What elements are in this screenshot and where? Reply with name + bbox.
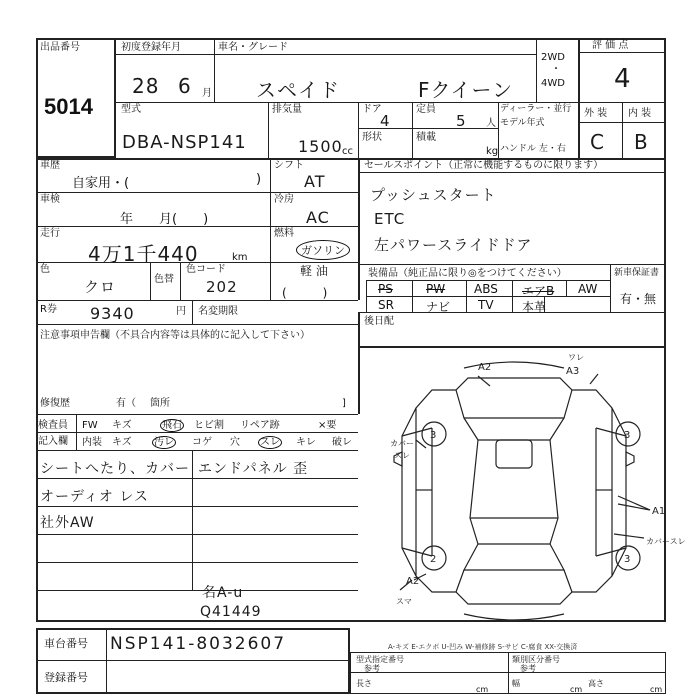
int-dirt: 汚レ <box>154 437 174 448</box>
model-label: 型式 <box>121 104 141 115</box>
shift-value: AT <box>304 172 326 191</box>
load-label: 積載 <box>416 132 436 143</box>
length-unit: cm <box>476 685 489 694</box>
history-close: ) <box>256 172 262 187</box>
mark-scratch: キズ <box>112 420 132 431</box>
car-name-label: 車名・グレード <box>218 42 288 53</box>
width-label: 幅 <box>512 679 520 688</box>
mark-a2-rear: A2 <box>406 576 420 587</box>
eval-score: 4 <box>614 64 632 94</box>
displacement-value: 1500 <box>298 137 343 156</box>
model-spec-sub: 参考 <box>364 664 380 673</box>
notes-label: 注意事項申告欄（不具合内容等は具体的に記入して下さい） <box>40 330 310 341</box>
height-unit: cm <box>650 685 663 694</box>
sales-point-1: プッシュスタート <box>370 186 497 204</box>
first-reg-year: 28 <box>132 74 160 98</box>
mark-a3-front: A3 <box>566 366 580 377</box>
height-label: 高さ <box>588 679 604 688</box>
inspector-label: 検査員 <box>38 420 68 431</box>
model-code: DBA-NSP141 <box>122 132 247 153</box>
fuel-value: ガソリン <box>296 240 350 260</box>
fuel-label: 燃料 <box>274 228 294 239</box>
interior-grade: B <box>634 130 649 154</box>
warranty-value: 有・無 <box>620 292 657 306</box>
sales-point-3: 左パワースライドドア <box>374 236 533 254</box>
recycle-label: R券 <box>40 304 57 315</box>
back-seat-label: 後日配 <box>364 316 394 327</box>
inspection-label: 車検 <box>40 194 60 205</box>
remark-right-1: エンドパネル 歪 <box>198 461 309 477</box>
history-value: 自家用・( <box>72 176 130 191</box>
model-year-label: モデル年式 <box>500 118 545 128</box>
interior-label: 内 装 <box>628 108 652 119</box>
mark-3-fl: 3 <box>430 430 437 441</box>
equip-ps: PS <box>378 282 393 296</box>
car-damage-diagram <box>360 348 686 620</box>
mark-fw: FW <box>82 420 98 431</box>
first-reg-month: 6 <box>178 74 192 98</box>
repair-close: ] <box>342 398 346 409</box>
color-label: 色 <box>40 264 50 275</box>
capacity-unit: 人 <box>486 118 496 129</box>
color-code-paren: ( ) <box>282 286 328 300</box>
equip-airbag: エアB <box>522 284 555 298</box>
entry-label: 記入欄 <box>38 436 68 447</box>
reg-label: 登録番号 <box>44 671 88 684</box>
inspection-value: 年 月( ) <box>120 212 209 227</box>
mark-2-rl: 2 <box>430 554 437 565</box>
car-grade: Fクイーン <box>418 78 514 102</box>
cc-unit: cc <box>342 146 353 157</box>
eval-label: 評 価 点 <box>592 40 629 51</box>
sales-label: セールスポイント（正常に機能するものに限ります） <box>364 160 604 171</box>
repair-label: 修復歴 <box>40 398 70 409</box>
equip-abs: ABS <box>474 282 498 296</box>
mark-wear: スレ <box>394 451 410 460</box>
remark-3: 社外AW <box>40 515 95 531</box>
repair-suffix: 箇所 <box>150 398 170 409</box>
color-code-value: 202 <box>206 278 238 296</box>
mark-cover: カバー <box>390 439 414 448</box>
equip-tv: TV <box>478 298 494 312</box>
equip-aw: AW <box>578 282 598 296</box>
length-label: 長さ <box>356 679 372 688</box>
equip-sr: SR <box>378 298 394 312</box>
lot-number: 5014 <box>44 94 93 119</box>
ac-label: 冷房 <box>274 194 294 205</box>
mark-crack: ヒビ割 <box>194 420 224 431</box>
damage-legend: A-キズ E-エクボ U-凹み W-補修跡 S-サビ C-腐食 XX-交換済 <box>388 643 578 651</box>
color-code-label: 色コード <box>186 264 226 275</box>
remark-1: シートへたり、カバー <box>40 461 190 477</box>
inspector-sign-2: Q41449 <box>200 604 262 620</box>
door-value: 4 <box>380 112 391 130</box>
int-hole: 穴 <box>230 437 240 448</box>
exterior-grade: C <box>590 130 605 154</box>
shift-label: シフト <box>274 160 304 171</box>
drive-4wd: 4WD <box>541 78 565 89</box>
int-scratch: キズ <box>112 437 132 448</box>
recycle-value: 9340 <box>90 304 135 323</box>
sales-point-2: ETC <box>374 210 406 228</box>
model-spec-label: 型式指定番号 <box>356 655 404 664</box>
capacity-value: 5 <box>456 112 467 130</box>
handle-label: ハンドル 左・右 <box>500 144 566 154</box>
remark-2: オーディオ レス <box>40 489 149 505</box>
lot-label: 出品番号 <box>40 42 80 53</box>
km-unit: km <box>232 252 248 263</box>
mark-chip: 飛石 <box>162 420 182 431</box>
int-tear: 破レ <box>332 437 352 448</box>
chassis-value: NSP141-8032607 <box>110 634 287 654</box>
mark-repair: リペア跡 <box>240 420 280 431</box>
month-unit: 月 <box>202 88 212 99</box>
width-unit: cm <box>570 685 583 694</box>
int-wear: スレ <box>260 437 280 448</box>
mark-cover-wear: カバースレ <box>646 537 686 546</box>
int-cut: キレ <box>296 437 316 448</box>
kg-unit: kg <box>486 146 499 157</box>
yen-unit: 円 <box>176 306 186 317</box>
capacity-label: 定員 <box>416 104 436 115</box>
mark-a1-right: A1 <box>652 506 666 517</box>
int-label: 内装 <box>82 437 102 448</box>
ac-value: AC <box>306 208 330 227</box>
name-change-label: 名変期限 <box>198 306 238 317</box>
new-warranty-label: 新車保証書 <box>614 268 660 278</box>
mark-3-rr: 3 <box>624 554 631 565</box>
fuel-diesel: 軽 油 <box>300 264 328 278</box>
color-value: クロ <box>84 278 117 296</box>
first-reg-label: 初度登録年月 <box>121 42 181 53</box>
displacement-label: 排気量 <box>272 104 302 115</box>
car-name: スペイド <box>256 78 340 102</box>
mark-a2-front: A2 <box>478 362 492 373</box>
shape-label: 形状 <box>362 132 382 143</box>
drive-2wd: 2WD <box>541 52 565 63</box>
chassis-label: 車台番号 <box>44 637 88 650</box>
mileage-value: 4万1千440 <box>88 242 199 266</box>
mark-need: ×要 <box>318 420 337 431</box>
repair-value: 有（ <box>116 398 136 409</box>
class-label: 類別区分番号 <box>512 655 560 664</box>
class-sub: 参考 <box>520 664 536 673</box>
history-label: 車歴 <box>40 160 60 171</box>
equip-label: 装備品（純正品に限り◎をつけてください） <box>368 268 567 279</box>
drive-dot: ・ <box>551 64 561 75</box>
int-burn: コゲ <box>192 437 212 448</box>
equip-leather: 本革 <box>522 300 547 314</box>
color-change-label: 色替 <box>154 274 174 285</box>
mark-suma: スマ <box>396 597 412 606</box>
mark-crack-front: ワレ <box>568 353 584 362</box>
mileage-label: 走行 <box>40 228 60 239</box>
inspector-sign-1: 名A-u <box>202 585 244 601</box>
equip-navi: ナビ <box>426 300 451 314</box>
exterior-label: 外 装 <box>584 108 608 119</box>
dealer-label: ディーラー・並行 <box>500 104 572 114</box>
door-label: ドア <box>362 104 382 115</box>
mark-3-fr: 3 <box>624 430 631 441</box>
equip-pw: PW <box>426 282 446 296</box>
